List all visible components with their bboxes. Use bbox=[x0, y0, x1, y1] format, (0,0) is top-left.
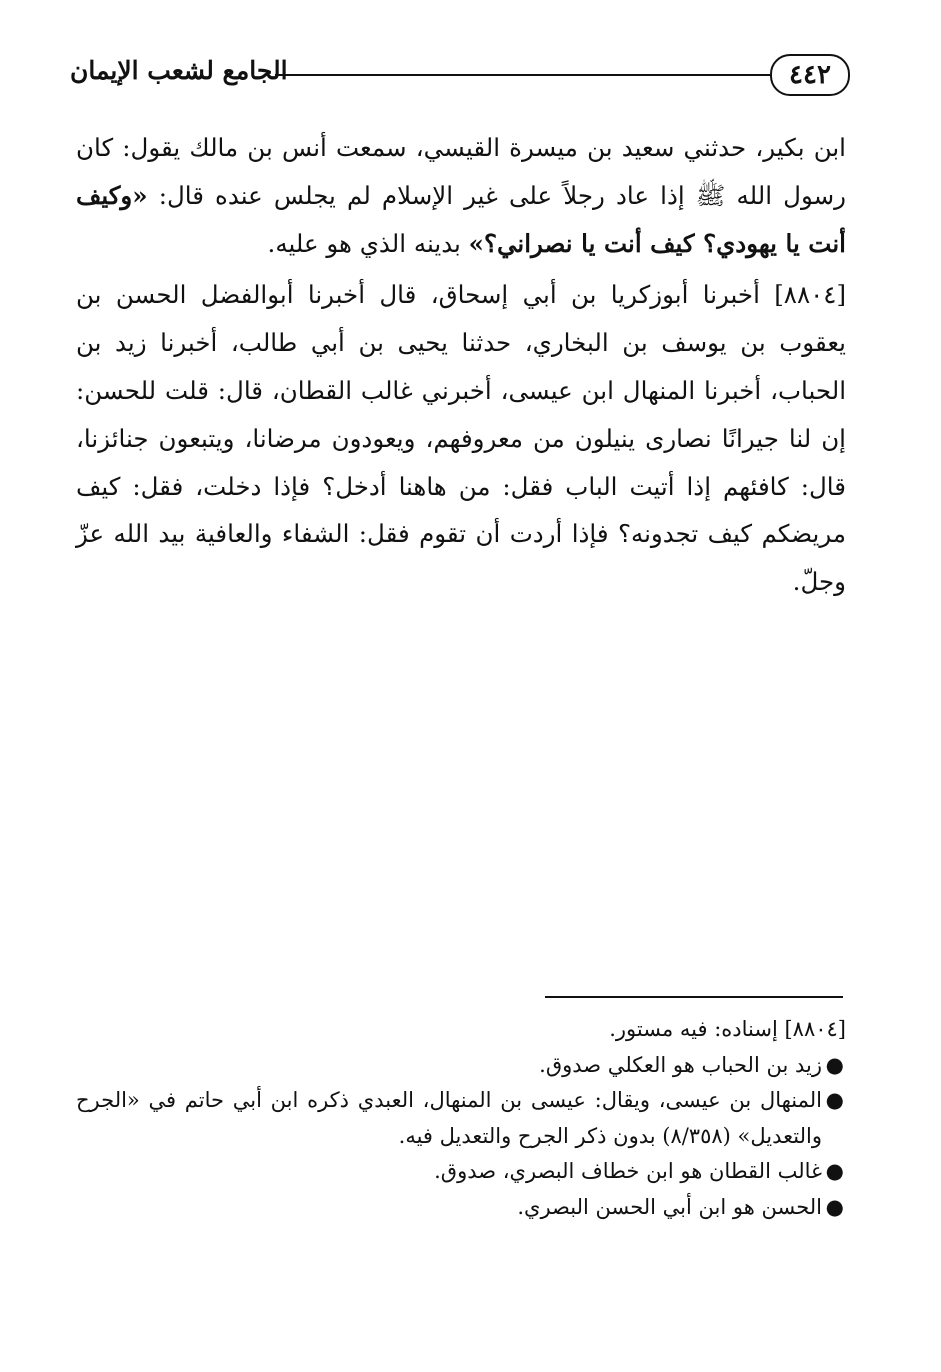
hadith-quote: «وكيف أنت يا يهودي؟ كيف أنت يا نصراني؟» bbox=[76, 180, 846, 258]
footnote-item-text: زيد بن الحباب هو العكلي صدوق. bbox=[539, 1052, 822, 1077]
footnote-separator bbox=[545, 996, 843, 998]
header-rule bbox=[275, 74, 772, 76]
bullet-icon: ● bbox=[825, 1052, 844, 1077]
paragraph-1-text: ابن بكير، حدثني سعيد بن ميسرة القيسي، سمعت أنس بن مالك يقول: كان رسول الله ﷺ إذا عاد رجلاً على غير الإسلام لم يجلس عنده قال: bbox=[76, 133, 846, 210]
page-number: ٤٤٢ bbox=[770, 54, 850, 96]
book-title: الجامع لشعب الإيمان bbox=[70, 56, 288, 85]
footnotes bbox=[76, 1012, 846, 1225]
paragraph-2 bbox=[76, 271, 846, 606]
paragraph-1 bbox=[76, 124, 846, 267]
footnote-item-text: الحسن هو ابن أبي الحسن البصري. bbox=[517, 1194, 822, 1219]
footnote-item bbox=[76, 1048, 846, 1084]
bullet-icon: ● bbox=[825, 1088, 844, 1112]
footnote-item-text: المنهال بن عيسى، ويقال: عيسى بن المنهال، العبدي ذكره ابن أبي حاتم في «الجرح والتعديل» (٨/٣٥٨) بدون ذكر الجرح والتعديل فيه. bbox=[76, 1088, 822, 1148]
footnote-heading bbox=[76, 1012, 846, 1048]
page-header bbox=[70, 44, 850, 104]
hadith-number: [٨٨٠٤] bbox=[774, 280, 846, 310]
footnote-heading-text: إسناده: فيه مستور. bbox=[609, 1017, 785, 1041]
footnote-number: [٨٨٠٤] bbox=[784, 1017, 846, 1041]
footnote-item-text: غالب القطان هو ابن خطاف البصري، صدوق. bbox=[434, 1159, 822, 1183]
footnote-item bbox=[76, 1083, 846, 1154]
main-text bbox=[76, 124, 846, 606]
paragraph-2-text: أخبرنا أبوزكريا بن أبي إسحاق، قال أخبرنا أبوالفضل الحسن بن يعقوب بن يوسف بن البخاري، حدثنا يحيى بن أبي طالب، أخبرنا زيد بن الحباب، أخبرنا المنهال ابن عيسى، أخبرني غالب القطان، قال: قلت للحسن: إن لنا جيرانًا نصارى ينيلون من معروفهم، ويعودون مرضانا، ويتبعون جنائزنا، قال: كافئهم إذا أتيت الباب فقل: من هاهنا أدخل؟ فإذا دخلت، فقل: كيف مريضكم كيف تجدونه؟ فإذا أردت أن تقوم فقل: الشفاء والعافية بيد الله عزّ وجلّ. bbox=[76, 280, 846, 597]
bullet-icon: ● bbox=[825, 1194, 844, 1219]
bullet-icon: ● bbox=[825, 1159, 844, 1183]
footnote-item bbox=[76, 1154, 846, 1190]
footnote-list bbox=[76, 1048, 846, 1226]
paragraph-1-ending: بدينه الذي هو عليه. bbox=[267, 228, 469, 258]
footnote-item bbox=[76, 1190, 846, 1226]
